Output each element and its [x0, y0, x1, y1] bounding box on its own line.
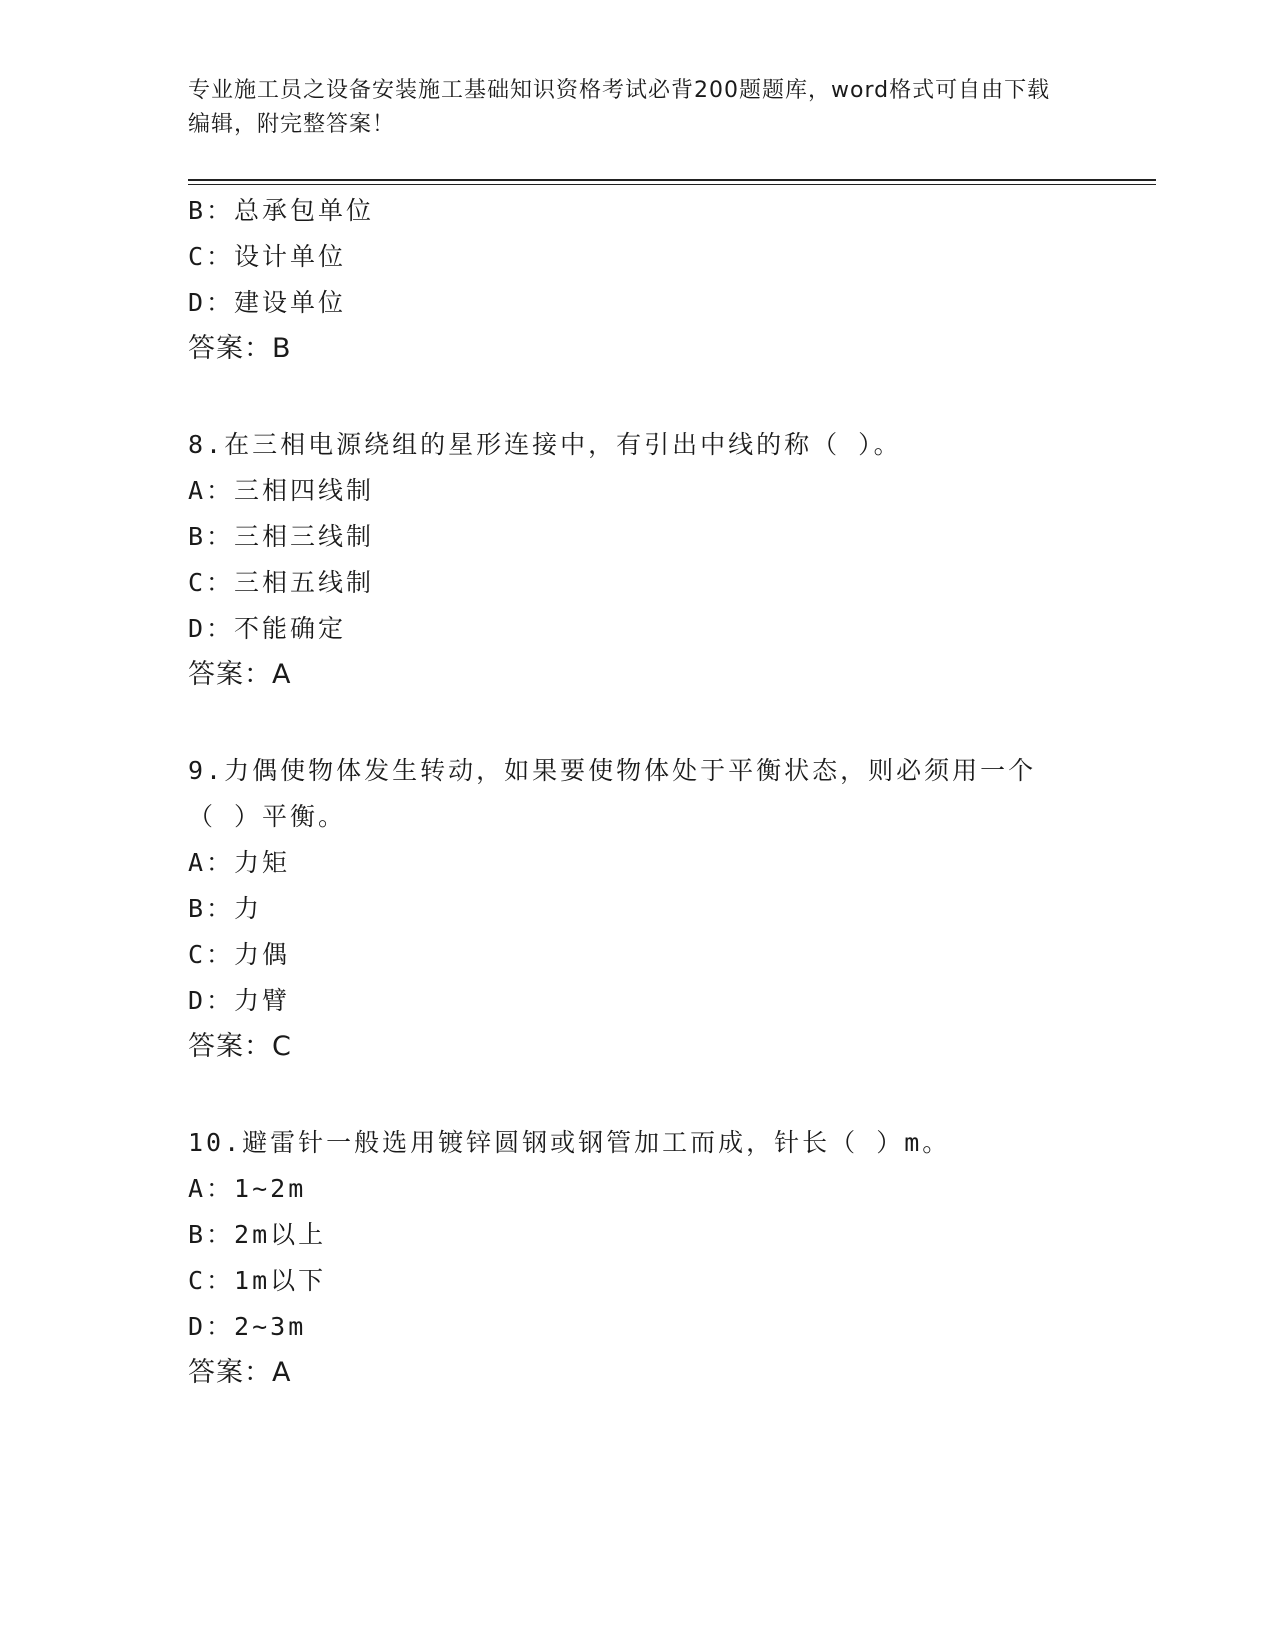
question-stem: 8.在三相电源绕组的星形连接中，有引出中线的称（ ）。	[188, 430, 902, 459]
answer-line: 答案：C	[188, 1031, 292, 1062]
option-d: D：建设单位	[188, 288, 347, 317]
question-stem-continuation: （ ）平衡。	[188, 802, 347, 831]
option-b: B：力	[188, 894, 263, 923]
option-b: B：三相三线制	[188, 522, 375, 551]
option-c: C：1m以下	[188, 1266, 327, 1295]
question-fragment	[188, 188, 1088, 372]
option-d: D：2~3m	[188, 1312, 307, 1341]
answer-line: 答案：A	[188, 1357, 292, 1388]
header-divider	[188, 179, 1156, 185]
question-10	[188, 1120, 1088, 1396]
option-b: B：2m以上	[188, 1220, 327, 1249]
question-8	[188, 422, 1088, 698]
answer-line: 答案：B	[188, 333, 292, 364]
option-b: B：总承包单位	[188, 196, 375, 225]
question-stem: 10.避雷针一般选用镀锌圆钢或钢管加工而成，针长（ ）m。	[188, 1128, 951, 1157]
document-header-title: 专业施工员之设备安装施工基础知识资格考试必背200题题库，word格式可自由下载编辑，附完整答案！	[188, 78, 1051, 137]
option-d: D：不能确定	[188, 614, 347, 643]
question-list	[188, 188, 1088, 1396]
question-stem: 9.力偶使物体发生转动，如果要使物体处于平衡状态，则必须用一个	[188, 756, 1037, 785]
option-c: C：三相五线制	[188, 568, 375, 597]
option-c: C：设计单位	[188, 242, 347, 271]
option-d: D：力臂	[188, 986, 291, 1015]
option-c: C：力偶	[188, 940, 291, 969]
option-a: A：三相四线制	[188, 476, 375, 505]
option-a: A：力矩	[188, 848, 291, 877]
option-a: A：1~2m	[188, 1174, 307, 1203]
answer-line: 答案：A	[188, 659, 292, 690]
question-9	[188, 748, 1088, 1070]
